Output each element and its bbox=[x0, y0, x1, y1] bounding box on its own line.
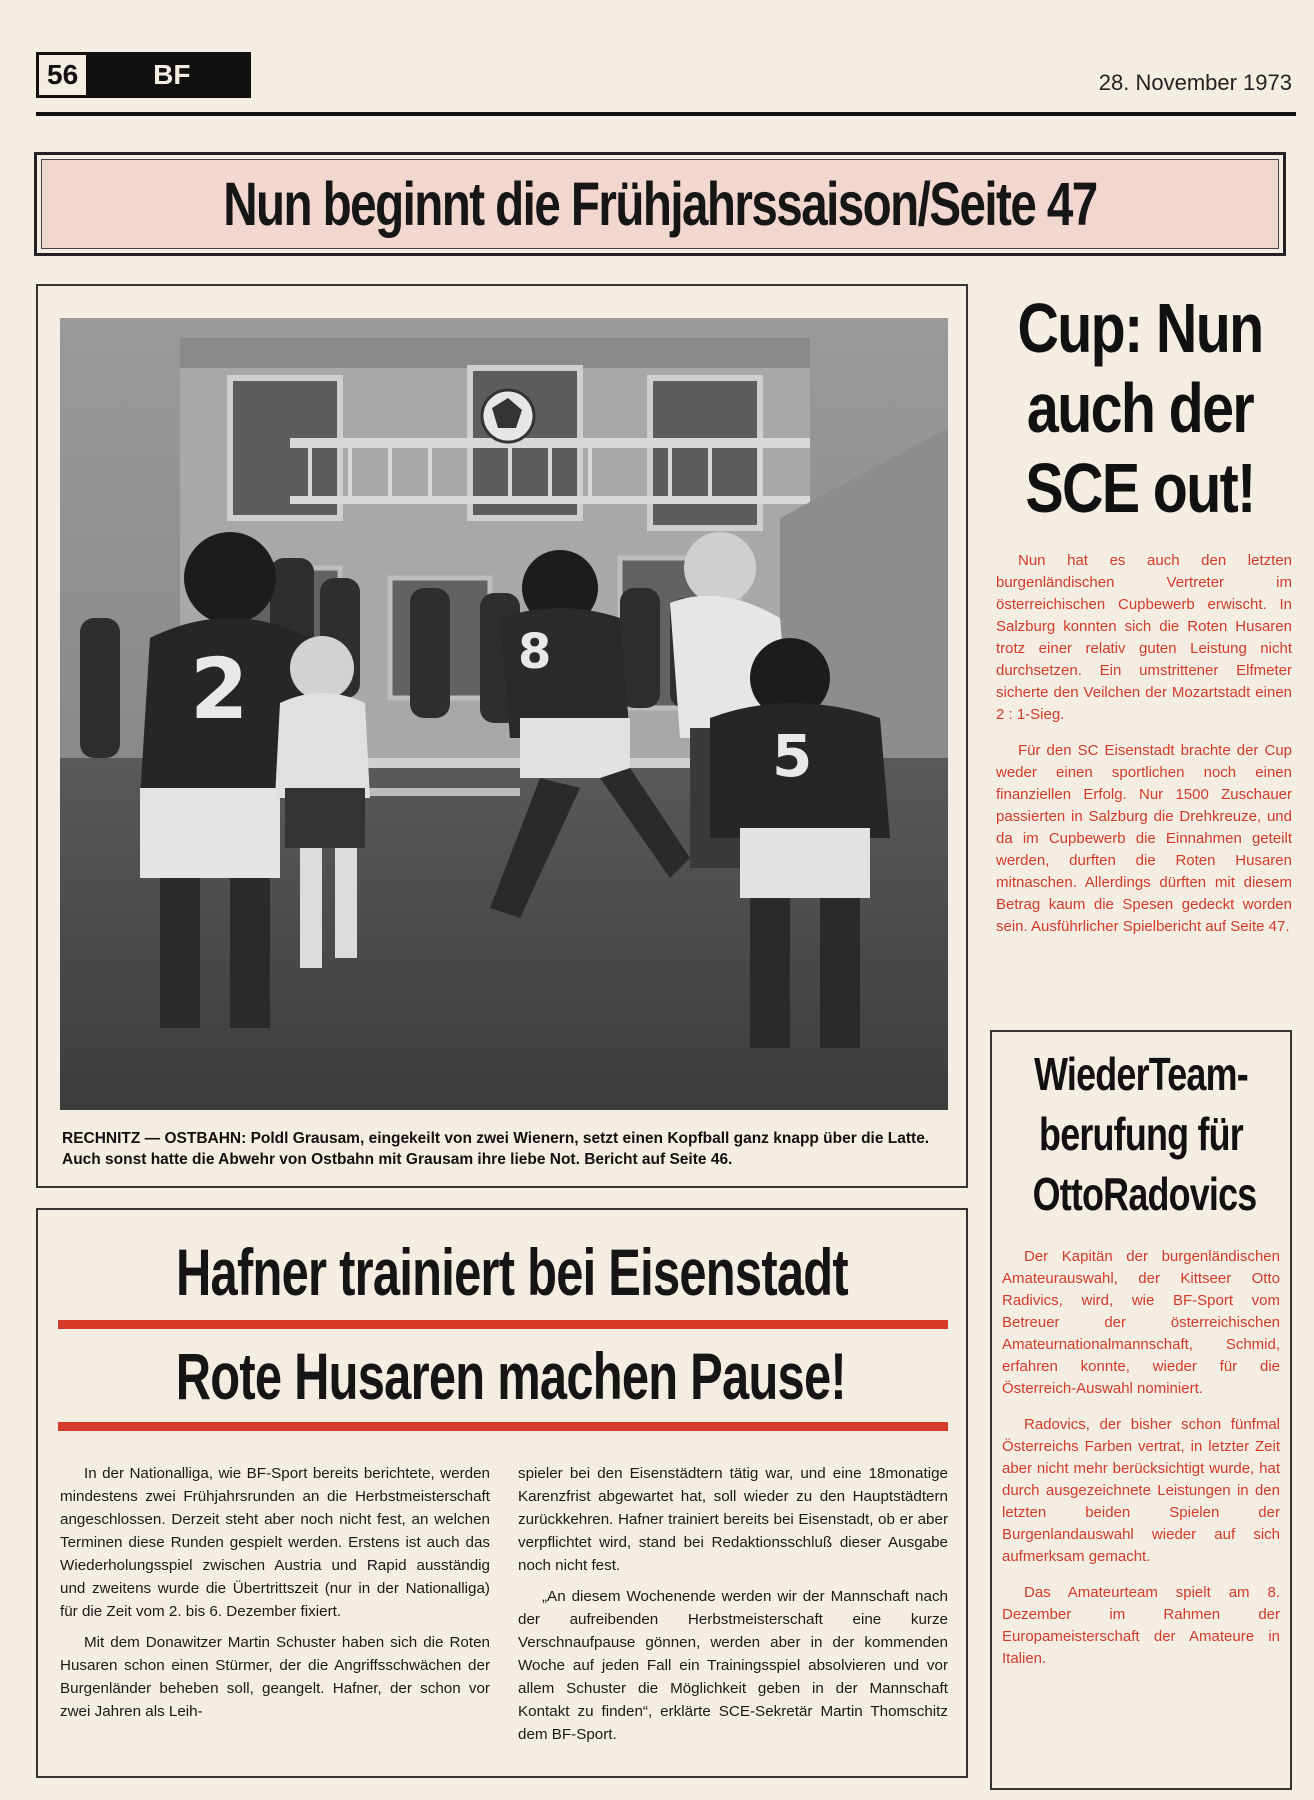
jersey-number-8: 8 bbox=[518, 624, 552, 680]
jersey-number-5: 5 bbox=[772, 722, 813, 790]
cup-paragraph: Für den SC Eisenstadt brachte der Cup weder einen sportlichen noch einen finanziellen Erfolg. Nur 1500 Zuschauer passierten in Salzburg die Drehkreuze, und da im Cupbewerb die Einnahmen geteilt werden, durften die Roten Husaren mitnaschen. Allerdings dürften mit diesem Betrag kaum die Spesen gedeckt worden sein. Ausführlicher Spielbericht auf Seite 47. bbox=[996, 742, 1292, 935]
match-photo-illustration bbox=[60, 318, 948, 1110]
issue-date: 28. November 1973 bbox=[1098, 70, 1292, 95]
hafner-headline-line2 bbox=[58, 1338, 948, 1414]
team-paragraph: Radovics, der bisher schon fünfmal Österreichs Farben vertrat, in letzter Zeit aber nicht mehr berücksichtigt wurde, hat durch ausgezeichnete Leistungen in den letzten beiden Spielen der Burgenlandauswahl wieder auf sich aufmerksam gemacht. bbox=[1002, 1416, 1280, 1565]
cup-paragraph: Nun hat es auch den letzten burgenländischen Vertreter im österreichischen Cupbewerb erwischt. In Salzburg konnten sich die Roten Husaren trotz einer relativ guten Leistung nicht durchsetzen. Ein umstrittener Elfmeter sicherte den Veilchen der Mozartstadt einen 2 : 1-Sieg. bbox=[996, 552, 1292, 723]
top-banner-headline: Nun beginnt die Frühjahrssaison/Seite 47 bbox=[223, 170, 1097, 238]
cup-headline-line: SCE out! bbox=[1025, 449, 1255, 527]
team-headline bbox=[1002, 1044, 1280, 1224]
red-rule bbox=[58, 1422, 948, 1431]
article-paragraph: In der Nationalliga, wie BF-Sport bereits berichtete, werden mindestens zwei Frühjahrsrunden an die Herbstmeisterschaft angeschlossen. Derzeit steht aber noch nicht fest, an welchen Terminen diese Runden gespielt werden. Erstens ist auch das Wiederholungsspiel zwischen Austria und Rapid ausständig und zweitens wurde die Übertrittszeit (nur in der Nationalliga) für die Zeit vom 2. bis 6. Dezember fixiert. bbox=[60, 1465, 490, 1620]
hafner-story-box bbox=[36, 1208, 968, 1778]
hafner-headline-line1 bbox=[58, 1234, 948, 1310]
match-photo bbox=[60, 318, 948, 1110]
hafner-article-columns bbox=[60, 1462, 948, 1754]
article-paragraph: spieler bei den Eisenstädtern tätig war, und eine 18monatige Karenzfrist abgewartet hat, soll wieder zu den Hauptstädtern zurückkehren. Hafner trainiert bereits bei Eisenstadt, ob er aber verpflichtet wird, stand bei Redaktionsschluß dieser Ausgabe noch nicht fest. bbox=[518, 1465, 948, 1574]
photo-caption: RECHNITZ — OSTBAHN: Poldl Grausam, eingekeilt von zwei Wienern, setzt einen Kopfball ganz knapp über die Latte. Auch sonst hatte die Abwehr von Ostbahn mit Grausam ihre liebe Not. Bericht auf Seite 46. bbox=[62, 1130, 930, 1168]
page-number: 56 bbox=[36, 52, 89, 98]
article-column-2 bbox=[518, 1462, 948, 1754]
jersey-number-2: 2 bbox=[190, 640, 249, 738]
team-headline-line: berufung für bbox=[1039, 1108, 1243, 1160]
top-banner-inner bbox=[41, 159, 1279, 249]
red-rule bbox=[58, 1320, 948, 1329]
team-paragraph: Der Kapitän der burgenländischen Amateurauswahl, der Kittseer Otto Radivics, wird, wie BF-Sport vom Betreuer der österreichischen Amateurnationalmannschaft, Schmid, erfahren konnte, wieder für die Österreich-Auswahl nominiert. bbox=[1002, 1248, 1280, 1397]
team-paragraph: Das Amateurteam spielt am 8. Dezember im Rahmen der Europameisterschaft der Amateure in Italien. bbox=[1002, 1584, 1280, 1667]
article-paragraph: Mit dem Donawitzer Martin Schuster haben sich die Roten Husaren schon einen Stürmer, der die Angriffsschwächen der Burgenländer beheben soll, geangelt. Hafner, der schon vor zwei Jahren als Leih- bbox=[60, 1634, 490, 1720]
article-paragraph: „An diesem Wochenende werden wir der Mannschaft nach der aufreibenden Herbstmeisterschaft eine kurze Verschnaufpause gönnen, werden aber in der kommenden Woche auf jeden Fall ein Trainingsspiel absolvieren und vor allem Schuster die Möglichkeit geben in der Mannschaft Kontakt zu finden“, erklärte SCE-Sekretär Martin Thomschitz dem BF-Sport. bbox=[518, 1588, 948, 1743]
cup-headline-line: auch der bbox=[1026, 369, 1254, 447]
cup-headline-line: Cup: Nun bbox=[1017, 289, 1263, 367]
cup-headline bbox=[990, 288, 1290, 528]
team-article-body bbox=[1002, 1246, 1280, 1670]
top-banner bbox=[34, 152, 1286, 256]
hafner-headline-text: Hafner trainiert bei Eisenstadt bbox=[176, 1235, 848, 1309]
team-headline-line: OttoRadovics bbox=[1032, 1168, 1257, 1220]
article-column-1 bbox=[60, 1462, 490, 1754]
team-headline-line: WiederTeam- bbox=[1034, 1048, 1248, 1100]
masthead bbox=[36, 52, 251, 98]
cup-article-body bbox=[996, 550, 1292, 952]
photo-frame bbox=[36, 284, 968, 1188]
header-rule bbox=[36, 112, 1296, 116]
paper-tag: BF bbox=[89, 52, 251, 98]
hafner-headline-text: Rote Husaren machen Pause! bbox=[175, 1339, 846, 1413]
team-story-box bbox=[990, 1030, 1292, 1790]
